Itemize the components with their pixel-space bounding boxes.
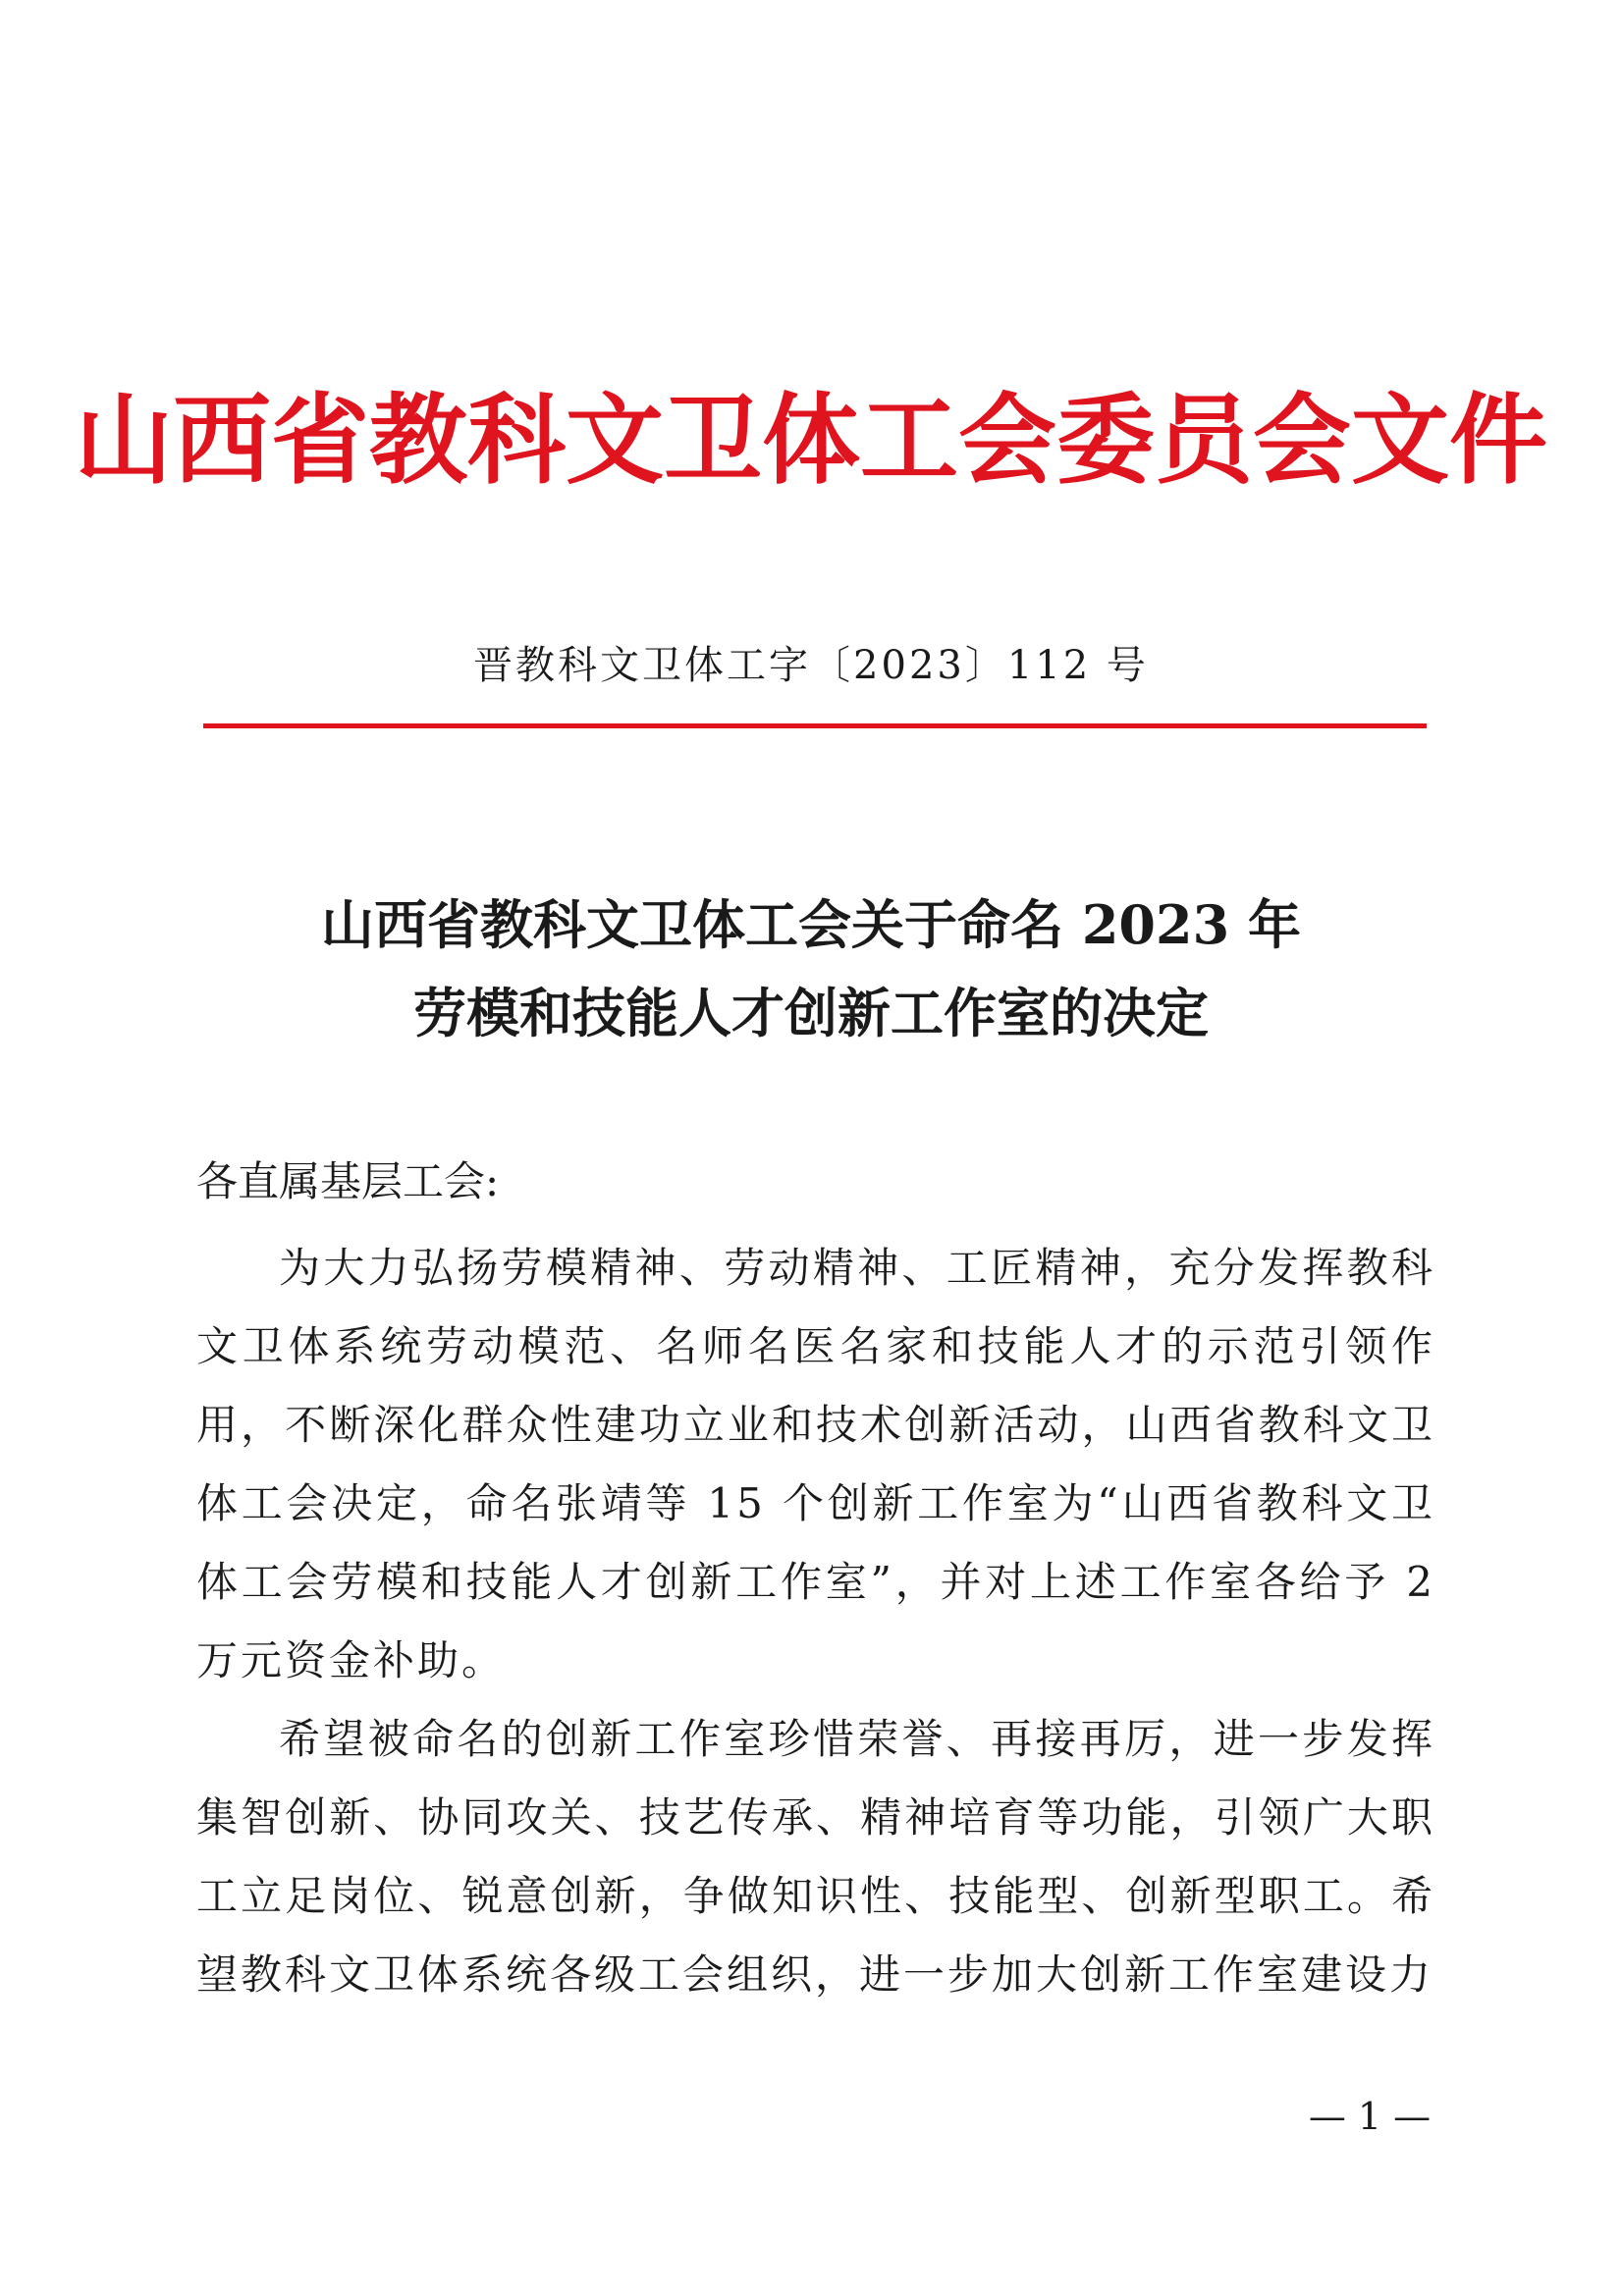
red-divider-line bbox=[203, 723, 1427, 728]
body-paragraph-1: 为大力弘扬劳模精神、劳动精神、工匠精神，充分发挥教科文卫体系统劳动模范、名师名医名家和技能人才的示范引领作用，不断深化群众性建功立业和技术创新活动，山西省教科文卫体工会决定，命名张靖等 15 个创新工作室为“山西省教科文卫体工会劳模和技能人才创新工作室”，并对上述工作室各给予 2 万元资金补助。 bbox=[196, 1244, 1435, 1684]
page-number: — 1 — bbox=[1308, 2095, 1432, 2138]
document-title-line-2: 劳模和技能人才创新工作室的决定 bbox=[413, 982, 1209, 1044]
salutation: 各直属基层工会: bbox=[196, 1157, 500, 1205]
issuer-masthead: 山西省教科文卫体工会委员会文件 bbox=[75, 382, 1547, 498]
document-title-line-1: 山西省教科文卫体工会关于命名 2023 年 bbox=[321, 893, 1301, 956]
document-number: 晋教科文卫体工字〔2023〕112 号 bbox=[473, 643, 1149, 688]
body-paragraph-2: 希望被命名的创新工作室珍惜荣誉、再接再厉，进一步发挥集智创新、协同攻关、技艺传承、精神培育等功能，引领广大职工立足岗位、锐意创新，争做知识性、技能型、创新型职工。希望教科文卫体系统各级工会组织，进一步加大创新工作室建设力 bbox=[196, 1715, 1435, 1999]
